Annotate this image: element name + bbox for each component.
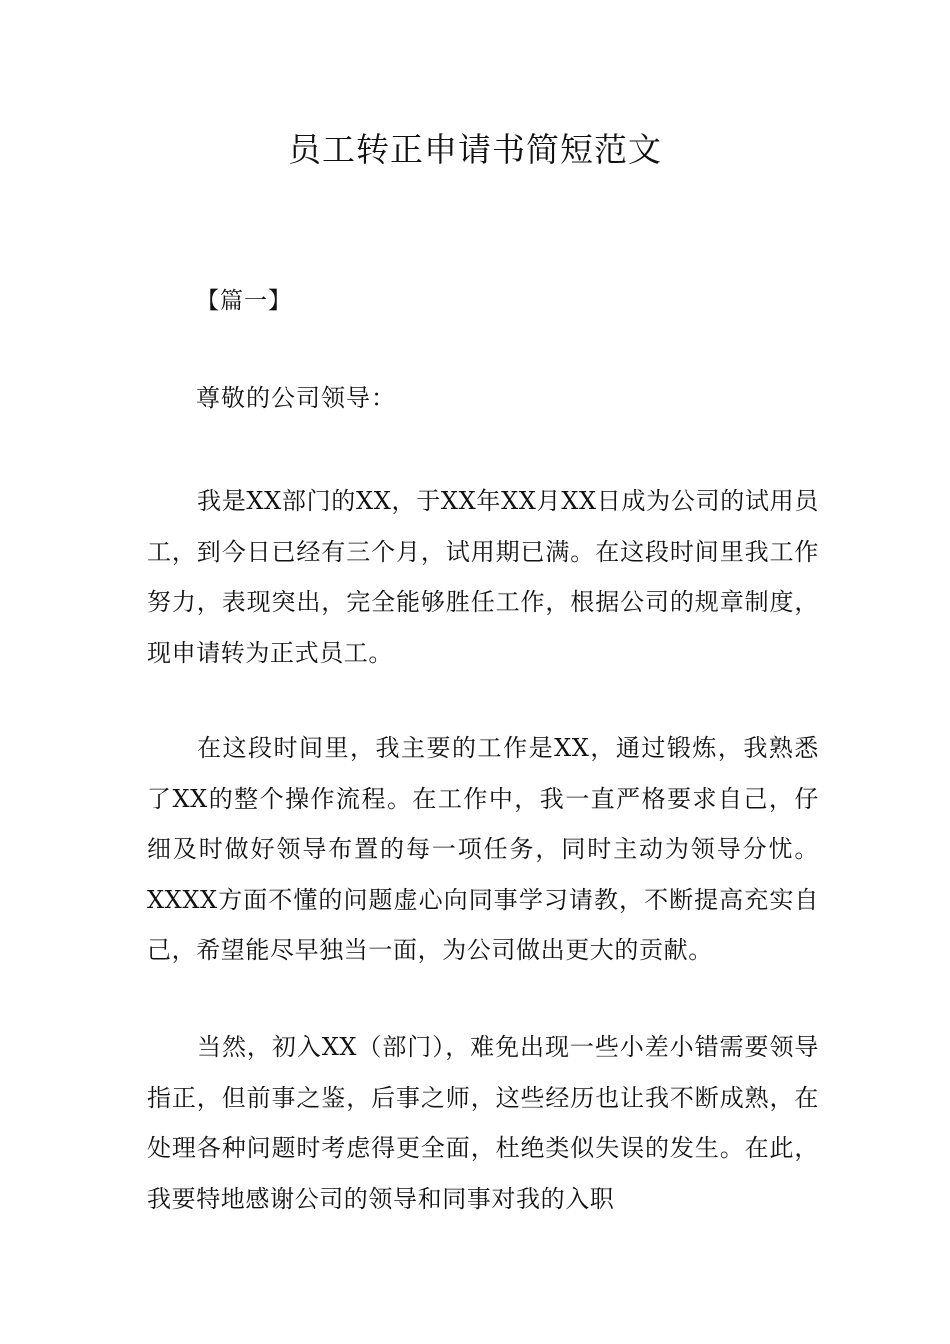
document-title: 员工转正申请书简短范文	[288, 130, 662, 169]
section-label: 【篇一】	[196, 288, 292, 314]
body-paragraph-3: 当然，初入XX（部门），难免出现一些小差小错需要领导指正，但前事之鉴，后事之师，这些经历也让我不断成熟，在处理各种问题时考虑得更全面，杜绝类似失误的发生。在此，我要特地感谢公司的领导和同事对我的入职	[147, 1033, 819, 1213]
body-paragraph-1: 我是XX部门的XX，于XX年XX月XX日成为公司的试用员工，到今日已经有三个月，试用期已满。在这段时间里我工作努力，表现突出，完全能够胜任工作，根据公司的规章制度，现申请转为正式员工。	[147, 487, 819, 667]
salutation: 尊敬的公司领导：	[196, 384, 396, 412]
body-paragraph-2: 在这段时间里，我主要的工作是XX，通过锻炼，我熟悉了XX的整个操作流程。在工作中，我一直严格要求自己，仔细及时做好领导布置的每一项任务，同时主动为领导分忧。XXXX方面不懂的问题虚心向同事学习请教，不断提高充实自己，希望能尽早独当一面，为公司做出更大的贡献。	[147, 734, 819, 964]
